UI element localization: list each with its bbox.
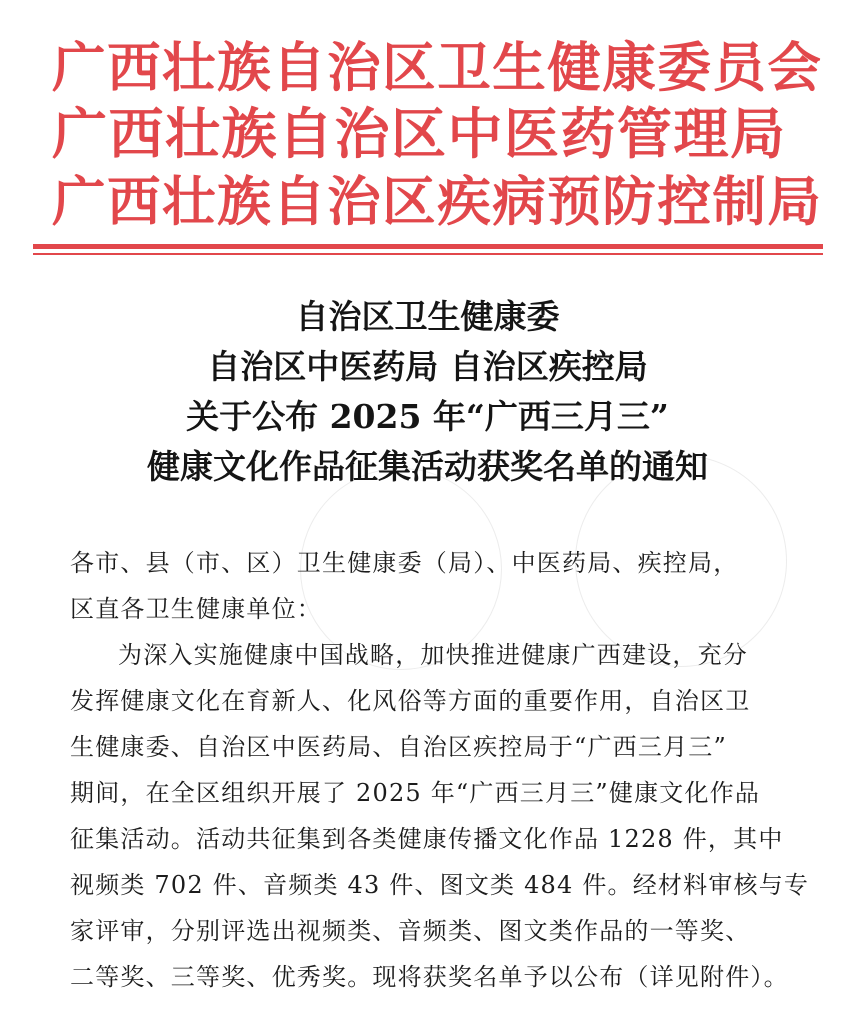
addressee-line: 区直各卫生健康单位： (70, 595, 322, 623)
title-line: 健康文化作品征集活动获奖名单的通知 (147, 447, 708, 486)
title-line: 自治区中医药局 自治区疾控局 (207, 347, 648, 386)
red-divider-thin (33, 253, 823, 255)
paragraph-line: 为深入实施健康中国战略，加快推进健康广西建设，充分 (118, 641, 748, 669)
paragraph-line: 视频类 702 件、音频类 43 件、图文类 484 件。经材料审核与专 (70, 871, 810, 899)
document-title (0, 292, 855, 492)
paragraph-line: 家评审，分别评选出视频类、音频类、图文类作品的一等奖、 (70, 917, 751, 945)
paragraph-line: 期间，在全区组织开展了 2025 年“广西三月三”健康文化作品 (70, 779, 761, 807)
paragraph-line: 生健康委、自治区中医药局、自治区疾控局于“广西三月三” (70, 733, 727, 761)
issuer-name: 广西壮族自治区中医药管理局 (52, 102, 787, 166)
paragraph-line: 二等奖、三等奖、优秀奖。现将获奖名单予以公布（详见附件）。 (70, 963, 789, 991)
document-body (70, 540, 810, 1000)
issuer-header (52, 34, 822, 235)
paragraph-line: 征集活动。活动共征集到各类健康传播文化作品 1228 件，其中 (70, 825, 784, 853)
title-line: 关于公布 2025 年“广西三月三” (186, 397, 669, 436)
title-line: 自治区卫生健康委 (295, 297, 560, 336)
paragraph-line: 发挥健康文化在育新人、化风俗等方面的重要作用，自治区卫 (70, 687, 751, 715)
red-divider-thick (33, 244, 823, 249)
issuer-name: 广西壮族自治区疾病预防控制局 (52, 170, 823, 233)
issuer-name: 广西壮族自治区卫生健康委员会 (52, 36, 823, 99)
addressee-line: 各市、县（市、区）卫生健康委（局）、中医药局、疾控局， (70, 549, 739, 577)
